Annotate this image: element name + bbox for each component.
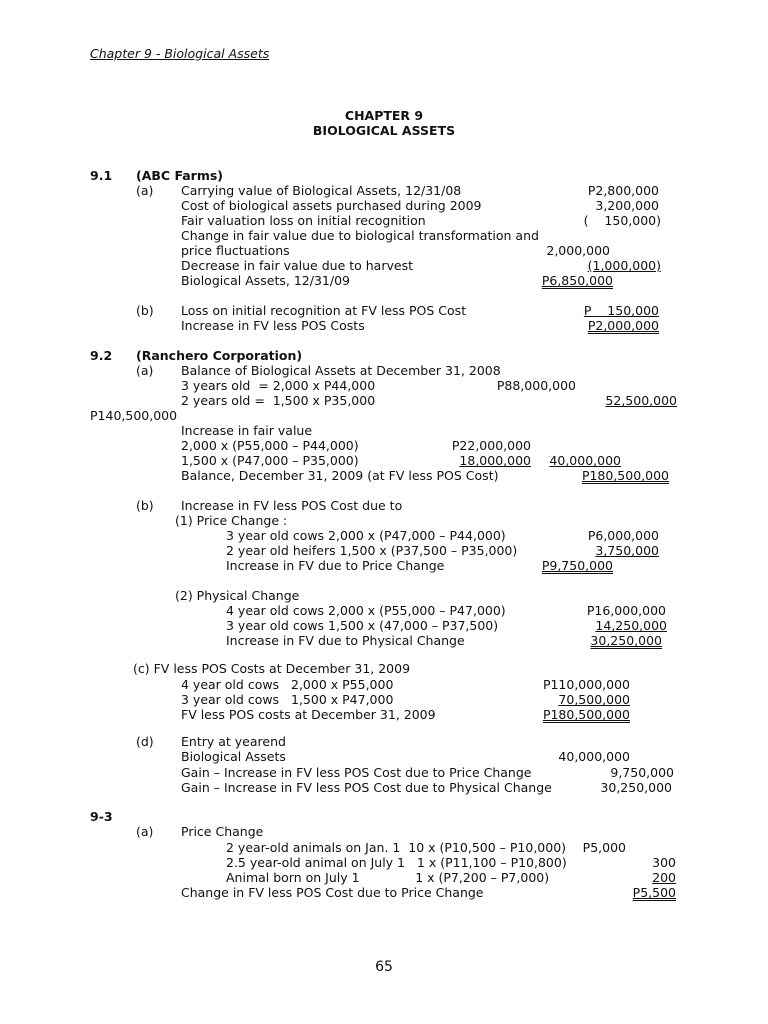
total-value: P2,000,000 bbox=[587, 318, 659, 333]
subtotal-value: P140,500,000 bbox=[90, 408, 178, 423]
line-value: 3,750,000 bbox=[595, 543, 659, 558]
line-value: 2,000,000 bbox=[546, 243, 610, 258]
line-value: 40,000,000 bbox=[558, 749, 630, 764]
line-label: 2 years old = 1,500 x P35,000 bbox=[181, 393, 376, 408]
line-label: Cost of biological assets purchased during 2009 bbox=[181, 198, 482, 213]
line-label: Increase in FV less POS Costs bbox=[181, 318, 365, 333]
line-value: 30,250,000 bbox=[600, 780, 672, 795]
part-label: (b) bbox=[136, 303, 154, 318]
line-label: Gain – Increase in FV less POS Cost due to Price Change bbox=[181, 765, 532, 780]
line-label: Increase in FV due to Physical Change bbox=[226, 633, 465, 648]
line-label: Gain – Increase in FV less POS Cost due to Physical Change bbox=[181, 780, 552, 795]
line-label: Balance, December 31, 2009 (at FV less POS Cost) bbox=[181, 468, 499, 483]
part-label: (b) bbox=[136, 498, 154, 513]
line-label: Balance of Biological Assets at December 31, 2008 bbox=[181, 363, 501, 378]
part-label: (a) bbox=[136, 183, 154, 198]
part-label: (d) bbox=[136, 734, 154, 749]
line-label: price fluctuations bbox=[181, 243, 290, 258]
total-value: P6,850,000 bbox=[541, 273, 613, 288]
line-label: FV less POS costs at December 31, 2009 bbox=[181, 707, 436, 722]
line-label: Price Change bbox=[181, 824, 264, 839]
line-value: P110,000,000 bbox=[542, 677, 630, 692]
line-value: P2,800,000 bbox=[587, 183, 659, 198]
section-number: 9.1 bbox=[90, 168, 113, 183]
subheading: (1) Price Change : bbox=[175, 513, 288, 528]
line-value: 70,500,000 bbox=[558, 692, 630, 707]
chapter-title: BIOLOGICAL ASSETS bbox=[312, 123, 456, 138]
line-value: 52,500,000 bbox=[605, 393, 677, 408]
line-label: Biological Assets bbox=[181, 749, 286, 764]
line-value: 9,750,000 bbox=[610, 765, 674, 780]
line-label: Increase in FV less POS Cost due to bbox=[181, 498, 403, 513]
line-label: 2,000 x (P55,000 – P44,000) bbox=[181, 438, 359, 453]
line-label: Increase in fair value bbox=[181, 423, 313, 438]
line-label: Increase in FV due to Price Change bbox=[226, 558, 445, 573]
total-value: 30,250,000 bbox=[590, 633, 662, 648]
line-label: Animal born on July 1 1 x (P7,200 – P7,000) bbox=[226, 870, 550, 885]
section-title: (Ranchero Corporation) bbox=[136, 348, 303, 363]
line-value: 3,200,000 bbox=[595, 198, 659, 213]
part-label: (a) bbox=[136, 824, 154, 839]
line-label: 1,500 x (P47,000 – P35,000) bbox=[181, 453, 359, 468]
line-label: 2.5 year-old animal on July 1 1 x (P11,100 – P10,800) bbox=[226, 855, 567, 870]
subheading: (2) Physical Change bbox=[175, 588, 300, 603]
line-value: P22,000,000 bbox=[451, 438, 531, 453]
line-value: P6,000,000 bbox=[587, 528, 659, 543]
line-value: P5,000 bbox=[582, 840, 626, 855]
line-value: P16,000,000 bbox=[586, 603, 666, 618]
line-value: (1,000,000) bbox=[587, 258, 661, 273]
line-label: Carrying value of Biological Assets, 12/31/08 bbox=[181, 183, 462, 198]
total-value: P180,500,000 bbox=[542, 707, 630, 722]
section-title: (ABC Farms) bbox=[136, 168, 224, 183]
part-label: (a) bbox=[136, 363, 154, 378]
line-label: 4 year old cows 2,000 x P55,000 bbox=[181, 677, 394, 692]
line-label: Loss on initial recognition at FV less POS Cost bbox=[181, 303, 467, 318]
line-label: Biological Assets, 12/31/09 bbox=[181, 273, 350, 288]
running-head: Chapter 9 - Biological Assets bbox=[90, 46, 270, 61]
line-value: P88,000,000 bbox=[496, 378, 576, 393]
line-value: ( 150,000) bbox=[583, 213, 661, 228]
chapter-number: CHAPTER 9 bbox=[344, 108, 424, 123]
line-label: 3 year old cows 1,500 x P47,000 bbox=[181, 692, 394, 707]
line-value: 14,250,000 bbox=[595, 618, 667, 633]
line-value: 18,000,000 bbox=[459, 453, 531, 468]
line-label: 3 years old = 2,000 x P44,000 bbox=[181, 378, 376, 393]
line-value: 200 bbox=[652, 870, 676, 885]
line-label: Fair valuation loss on initial recognition bbox=[181, 213, 426, 228]
section-number: 9.2 bbox=[90, 348, 113, 363]
line-label: 4 year old cows 2,000 x (P55,000 – P47,000) bbox=[226, 603, 506, 618]
total-value: P9,750,000 bbox=[541, 558, 613, 573]
line-label: 2 year old heifers 1,500 x (P37,500 – P35,000) bbox=[226, 543, 518, 558]
section-number: 9-3 bbox=[90, 809, 113, 824]
line-label: Decrease in fair value due to harvest bbox=[181, 258, 413, 273]
line-value: 40,000,000 bbox=[549, 453, 621, 468]
part-heading: (c) FV less POS Costs at December 31, 2009 bbox=[133, 661, 411, 676]
page-number: 65 bbox=[375, 959, 393, 975]
line-label: 2 year-old animals on Jan. 1 10 x (P10,500 – P10,000) bbox=[226, 840, 567, 855]
line-label: 3 year old cows 2,000 x (P47,000 – P44,000) bbox=[226, 528, 506, 543]
line-value: 300 bbox=[652, 855, 676, 870]
line-label: Change in FV less POS Cost due to Price Change bbox=[181, 885, 484, 900]
line-label: Change in fair value due to biological transformation and bbox=[181, 228, 539, 243]
line-label: 3 year old cows 1,500 x (47,000 – P37,500) bbox=[226, 618, 499, 633]
line-label: Entry at yearend bbox=[181, 734, 286, 749]
line-value: P 150,000 bbox=[583, 303, 659, 318]
total-value: P180,500,000 bbox=[581, 468, 669, 483]
total-value: P5,500 bbox=[632, 885, 676, 900]
